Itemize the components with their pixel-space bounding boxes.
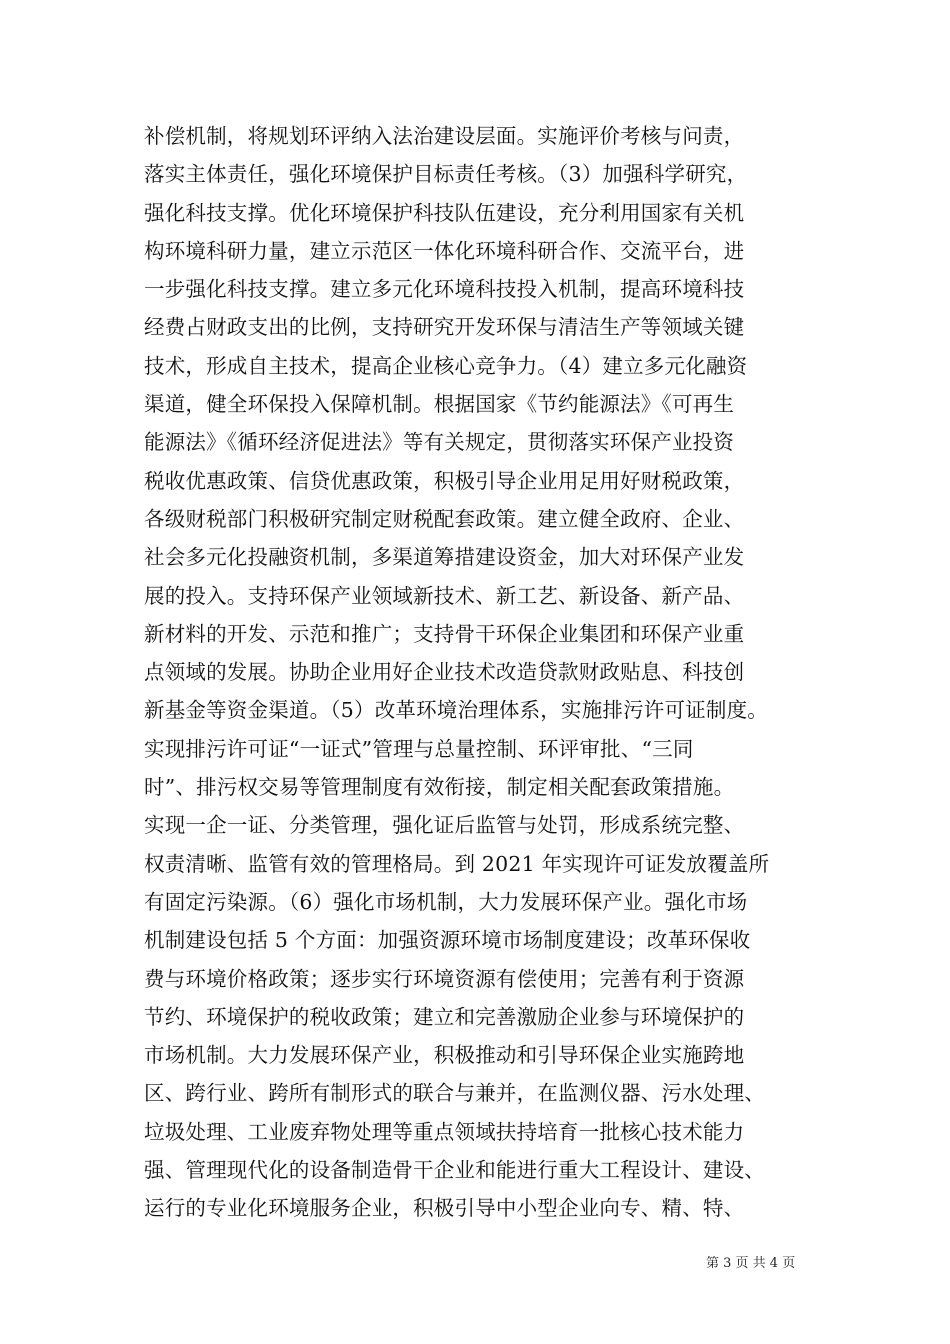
text-line: 强、管理现代化的设备制造骨干企业和能进行重大工程设计、建设、 [144,1158,765,1183]
text-line: 渠道，健全环保投入保障机制。根据国家《节约能源法》《可再生 [144,392,735,417]
text-line: 构环境科研力量，建立示范区一体化环境科研合作、交流平台，进 [144,238,745,263]
text-line: 新基金等资金渠道。（5）改革环境治理体系，实施排污许可证制度。 [144,698,768,723]
text-line: 展的投入。支持环保产业领域新技术、新工艺、新设备、新产品、 [144,583,745,608]
text-line: 能源法》《循环经济促进法》等有关规定，贯彻落实环保产业投资 [144,430,735,455]
text-line: 市场机制。大力发展环保产业，积极推动和引导环保企业实施跨地 [144,1043,745,1068]
text-line: 一步强化科技支撑。建立多元化环境科技投入机制，提高环境科技 [144,277,745,302]
text-line: 税收优惠政策、信贷优惠政策，积极引导企业用足用好财税政策， [144,468,745,493]
text-line: 补偿机制，将规划环评纳入法治建设层面。实施评价考核与问责， [144,124,745,148]
text-line: 技术，形成自主技术，提高企业核心竞争力。（4）建立多元化融资 [144,353,748,378]
text-line: 机制建设包括 5 个方面：加强资源环境市场制度建设；改革环保收 [144,928,751,953]
document-body [144,117,814,1228]
text-line: 各级财税部门积极研究制定财税配套政策。建立健全政府、企业、 [144,506,745,531]
text-line: 区、跨行业、跨所有制形式的联合与兼并，在监测仪器、污水处理、 [144,1081,765,1106]
text-line: 费与环境价格政策；逐步实行环境资源有偿使用；完善有利于资源 [144,966,745,991]
text-line: 落实主体责任，强化环境保护目标责任考核。（3）加强科学研究， [144,162,748,187]
text-line: 有固定污染源。（6）强化市场机制，大力发展环保产业。强化市场 [144,889,748,914]
page-number: 第 3 页 共 4 页 [706,1256,796,1271]
text-line: 权责清晰、监管有效的管理格局。到 2021 年实现许可证发放覆盖所 [144,851,770,876]
text-line: 实现排污许可证“一证式”管理与总量控制、环评审批、“三同 [144,736,694,761]
text-line: 社会多元化投融资机制，多渠道筹措建设资金，加大对环保产业发 [144,545,745,570]
text-line: 时”、排污权交易等管理制度有效衔接，制定相关配套政策措施。 [144,775,735,800]
text-line: 运行的专业化环境服务企业，积极引导中小型企业向专、精、特、 [144,1196,745,1221]
text-line: 经费占财政支出的比例，支持研究开发环保与清洁生产等领域关键 [144,315,745,340]
text-line: 新材料的开发、示范和推广；支持骨干环保企业集团和环保产业重 [144,621,745,646]
text-line: 垃圾处理、工业废弃物处理等重点领域扶持培育一批核心技术能力 [144,1119,745,1144]
text-line: 点领域的发展。协助企业用好企业技术改造贷款财政贴息、科技创 [144,660,745,685]
text-line: 实现一企一证、分类管理，强化证后监管与处罚，形成系统完整、 [144,813,745,838]
text-line: 强化科技支撑。优化环境保护科技队伍建设，充分利用国家有关机 [144,200,745,225]
text-line: 节约、环境保护的税收政策；建立和完善激励企业参与环境保护的 [144,1004,745,1029]
